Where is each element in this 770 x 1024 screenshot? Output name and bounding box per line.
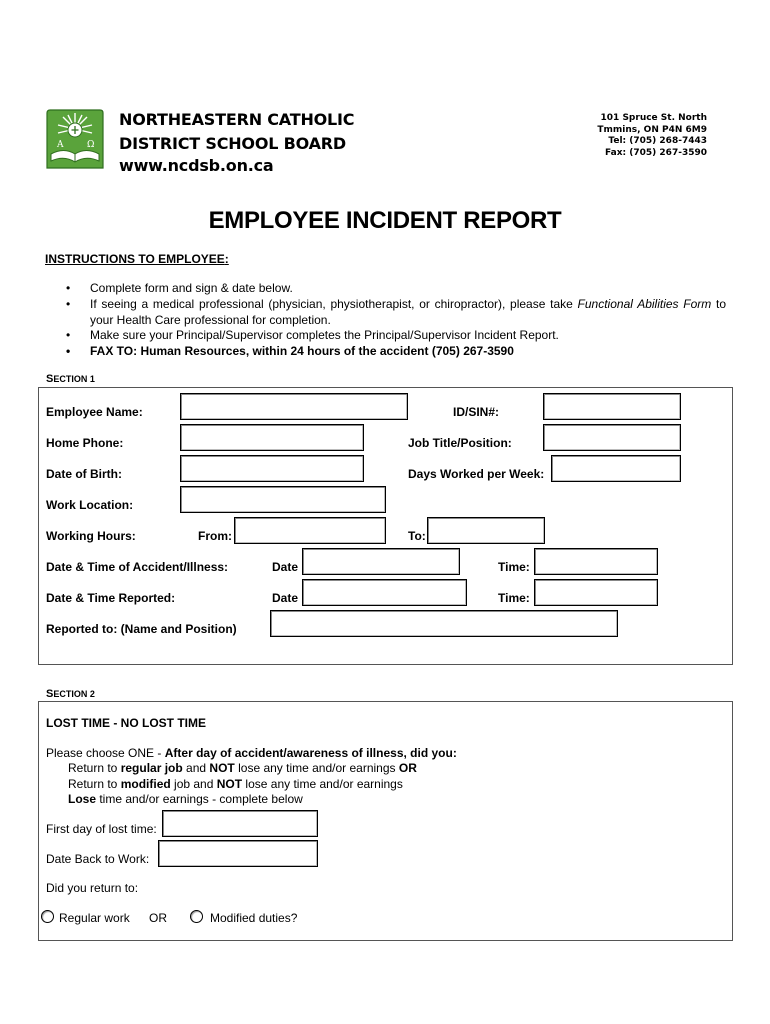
choose-one-text: Please choose ONE - After day of accident/awareness of illness, did you: xyxy=(46,746,457,760)
address-street: 101 Spruce St. North xyxy=(600,113,707,123)
accident-date-field[interactable] xyxy=(302,548,460,575)
hours-from-field[interactable] xyxy=(234,517,386,544)
option-regular-job: Return to regular job and NOT lose any time and/or earnings OR xyxy=(68,761,417,775)
reported-to-field[interactable] xyxy=(270,610,618,637)
regular-work-radio[interactable] xyxy=(41,910,54,923)
did-you-return-label: Did you return to: xyxy=(46,881,139,895)
date-of-birth-field[interactable] xyxy=(180,455,364,482)
section2-heading: SECTION 2 xyxy=(46,688,95,700)
from-label: From: xyxy=(198,529,232,543)
home-phone-field[interactable] xyxy=(180,424,364,451)
svg-text:A: A xyxy=(57,140,64,150)
page-title: EMPLOYEE INCIDENT REPORT xyxy=(208,207,562,234)
days-worked-field[interactable] xyxy=(551,455,681,482)
work-location-field[interactable] xyxy=(180,486,386,513)
instructions-heading: INSTRUCTIONS TO EMPLOYEE: xyxy=(45,252,229,266)
or-label: OR xyxy=(149,911,167,925)
employee-name-field[interactable] xyxy=(180,393,408,420)
org-address xyxy=(597,113,707,159)
id-sin-field[interactable] xyxy=(543,393,681,420)
date-back-label: Date Back to Work: xyxy=(46,852,150,866)
accident-time-label: Time: xyxy=(498,560,530,574)
section2-box xyxy=(38,701,733,941)
org-website: www.ncdsb.on.ca xyxy=(119,156,274,175)
address-tel: Tel: (705) 268-7443 xyxy=(608,136,707,146)
accident-datetime-label: Date & Time of Accident/Illness: xyxy=(46,560,229,574)
reported-time-label: Time: xyxy=(498,591,530,605)
org-name-line2: DISTRICT SCHOOL BOARD xyxy=(119,134,346,153)
instruction-item: • Complete form and sign & date below. xyxy=(46,281,726,297)
employee-name-label: Employee Name: xyxy=(46,405,143,419)
working-hours-label: Working Hours: xyxy=(46,529,136,543)
instruction-item: • If seeing a medical professional (physician, physiotherapist, or chiropractor), please take Functional Abilities Form to your Health Care professional for completion. xyxy=(46,297,726,329)
modified-duties-label: Modified duties? xyxy=(210,911,298,925)
to-label: To: xyxy=(408,529,426,543)
first-day-lost-field[interactable] xyxy=(162,810,318,837)
date-back-field[interactable] xyxy=(158,840,318,867)
lost-time-heading: LOST TIME - NO LOST TIME xyxy=(46,716,206,730)
home-phone-label: Home Phone: xyxy=(46,436,124,450)
reported-to-label: Reported to: (Name and Position) xyxy=(46,622,237,636)
section1-heading: SECTION 1 xyxy=(46,373,95,385)
date-of-birth-label: Date of Birth: xyxy=(46,467,122,481)
work-location-label: Work Location: xyxy=(46,498,134,512)
id-sin-label: ID/SIN#: xyxy=(453,405,500,419)
instruction-item: • FAX TO: Human Resources, within 24 hours of the accident (705) 267-3590 xyxy=(46,344,726,360)
org-name-line1: NORTHEASTERN CATHOLIC xyxy=(119,110,355,129)
option-modified-job: Return to modified job and NOT lose any time and/or earnings xyxy=(68,777,403,791)
reported-time-field[interactable] xyxy=(534,579,658,606)
accident-time-field[interactable] xyxy=(534,548,658,575)
reported-datetime-label: Date & Time Reported: xyxy=(46,591,176,605)
instructions-list xyxy=(46,281,726,360)
job-title-label: Job Title/Position: xyxy=(408,436,512,450)
accident-date-label: Date xyxy=(272,560,299,574)
modified-duties-radio[interactable] xyxy=(190,910,203,923)
days-worked-label: Days Worked per Week: xyxy=(408,467,545,481)
hours-to-field[interactable] xyxy=(427,517,545,544)
reported-date-label: Date xyxy=(272,591,299,605)
instruction-item: • Make sure your Principal/Supervisor completes the Principal/Supervisor Incident Report. xyxy=(46,328,726,344)
option-lose-time: Lose time and/or earnings - complete below xyxy=(68,792,303,806)
school-board-logo xyxy=(44,107,106,171)
address-city: Tmmins, ON P4N 6M9 xyxy=(597,124,707,135)
regular-work-label: Regular work xyxy=(59,911,130,925)
svg-text:Ω: Ω xyxy=(87,140,95,150)
job-title-field[interactable] xyxy=(543,424,681,451)
first-day-lost-label: First day of lost time: xyxy=(46,822,157,836)
address-fax: Fax: (705) 267-3590 xyxy=(605,147,707,158)
reported-date-field[interactable] xyxy=(302,579,467,606)
